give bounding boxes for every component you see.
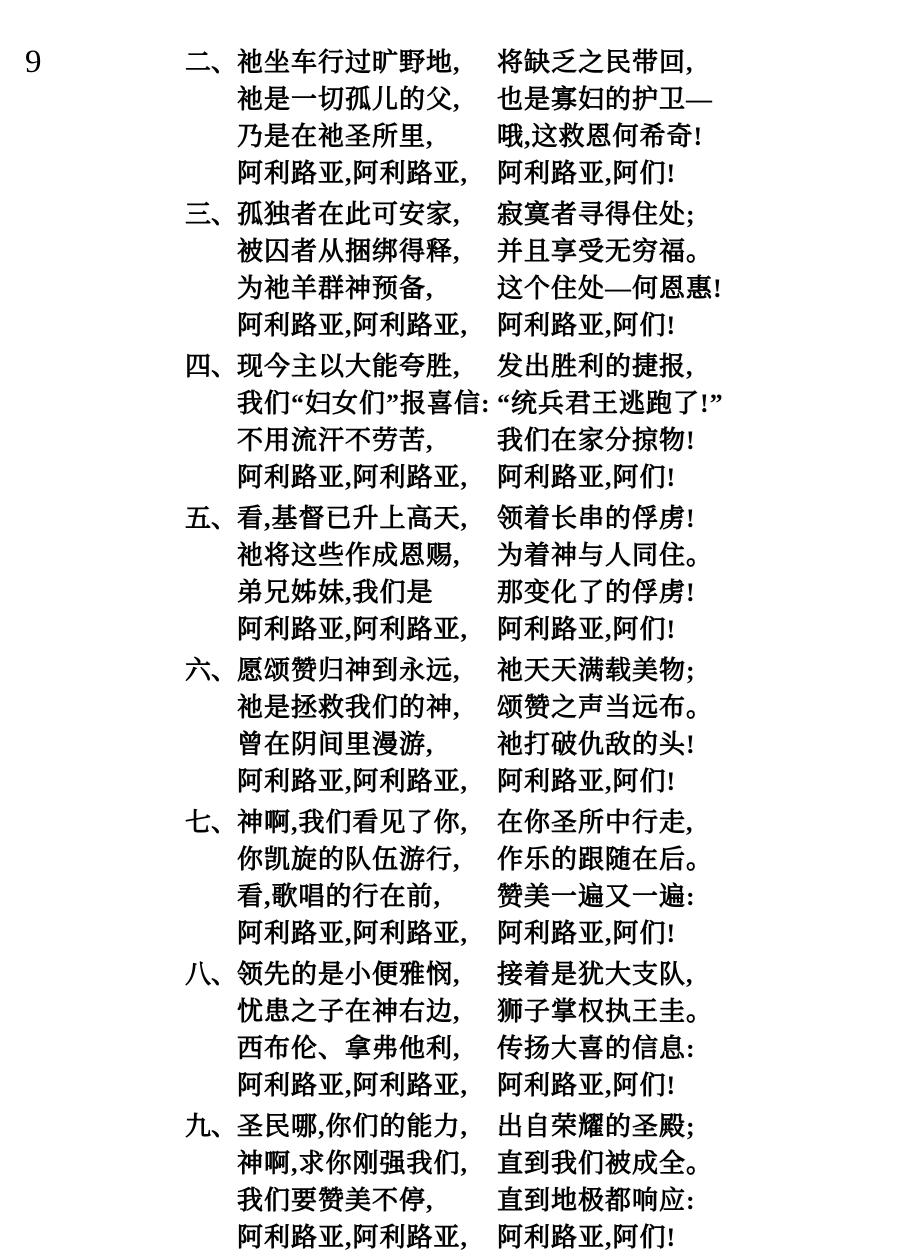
verse-line: 作乐的跟随在后。 xyxy=(497,845,714,874)
stanza-right-column xyxy=(497,348,885,496)
verse-line: 我们“妇女们”报喜信: xyxy=(237,389,491,418)
verse-line: 直到地极都响应: xyxy=(497,1186,696,1215)
page-number: 9 xyxy=(25,44,42,80)
stanza-number: 四、 xyxy=(185,352,238,381)
verse-line: 阿利路亚,阿利路亚, xyxy=(237,463,469,492)
stanza-number: 九、 xyxy=(185,1112,238,1141)
verse-line: 在你圣所中行走, xyxy=(497,808,694,837)
verse-line: 祂天天满载美物; xyxy=(497,656,696,685)
stanza-left-column xyxy=(237,44,497,192)
stanza-left-column xyxy=(237,196,497,344)
verse-line: 阿利路亚,阿利路亚, xyxy=(237,311,469,340)
verse-line: 传扬大喜的信息: xyxy=(497,1034,696,1063)
verse-line: 接着是犹大支队, xyxy=(497,960,694,989)
stanza-number: 七、 xyxy=(185,808,238,837)
verse-line: 阿利路亚,阿利路亚, xyxy=(237,615,469,644)
verse-line: 弟兄姊妹,我们是 xyxy=(237,578,434,607)
stanza-number: 三、 xyxy=(185,200,238,229)
verse-line: 圣民哪,你们的能力, xyxy=(237,1112,469,1141)
verse-line: 愿颂赞归神到永远, xyxy=(237,656,461,685)
stanza xyxy=(185,196,885,344)
verse-line: 神啊,我们看见了你, xyxy=(237,808,469,837)
verse-line: 祂打破仇敌的头! xyxy=(497,730,696,759)
verse-line: 这个住处—何恩惠! xyxy=(497,274,723,303)
verse-line: 也是寡妇的护卫— xyxy=(497,85,714,114)
verse-line: “统兵君王逃跑了!” xyxy=(497,389,724,418)
verse-line: 阿利路亚,阿利路亚, xyxy=(237,767,469,796)
verse-line: 祂将这些作成恩赐, xyxy=(237,541,461,570)
verse-line: 阿利路亚,阿利路亚, xyxy=(237,919,469,948)
verse-line: 我们在家分掠物! xyxy=(497,426,696,455)
verse-line: 祂坐车行过旷野地, xyxy=(237,48,461,77)
verse-line: 将缺乏之民带回, xyxy=(497,48,694,77)
verse-line: 你凯旋的队伍游行, xyxy=(237,845,461,874)
stanza-left-column xyxy=(237,652,497,800)
verse-line: 看,歌唱的行在前, xyxy=(237,882,442,911)
verse-line: 并且享受无穷福。 xyxy=(497,237,714,266)
verse-line: 现今主以大能夸胜, xyxy=(237,352,461,381)
verse-line: 阿利路亚,阿利路亚, xyxy=(237,1223,469,1252)
stanza-right-column xyxy=(497,804,885,952)
verse-line: 阿利路亚,阿们! xyxy=(497,919,677,948)
stanza-left-column xyxy=(237,956,497,1104)
verse-line: 阿利路亚,阿们! xyxy=(497,615,677,644)
stanza xyxy=(185,500,885,648)
stanza-list xyxy=(185,44,885,1260)
stanza xyxy=(185,804,885,952)
stanza-left-column xyxy=(237,500,497,648)
verse-line: 领先的是小便雅悯, xyxy=(237,960,461,989)
verse-line: 为着神与人同住。 xyxy=(497,541,714,570)
verse-line: 忧患之子在神右边, xyxy=(237,997,461,1026)
verse-line: 寂寞者寻得住处; xyxy=(497,200,696,229)
stanza xyxy=(185,652,885,800)
verse-line: 阿利路亚,阿利路亚, xyxy=(237,1071,469,1100)
stanza-right-column xyxy=(497,44,885,192)
stanza-number: 五、 xyxy=(185,504,238,533)
verse-line: 为祂羊群神预备, xyxy=(237,274,434,303)
stanza-right-column xyxy=(497,652,885,800)
verse-line: 孤独者在此可安家, xyxy=(237,200,461,229)
verse-line: 阿利路亚,阿们! xyxy=(497,1223,677,1252)
verse-line: 看,基督已升上高天, xyxy=(237,504,469,533)
verse-line: 祂是一切孤儿的父, xyxy=(237,85,461,114)
verse-line: 阿利路亚,阿们! xyxy=(497,311,677,340)
verse-line: 阿利路亚,阿们! xyxy=(497,463,677,492)
verse-line: 乃是在祂圣所里, xyxy=(237,122,434,151)
stanza-left-column xyxy=(237,804,497,952)
verse-line: 阿利路亚,阿们! xyxy=(497,159,677,188)
verse-line: 我们要赞美不停, xyxy=(237,1186,434,1215)
verse-line: 直到我们被成全。 xyxy=(497,1149,714,1178)
stanza xyxy=(185,1108,885,1256)
verse-line: 颂赞之声当远布。 xyxy=(497,693,714,722)
verse-line: 祂是拯救我们的神, xyxy=(237,693,461,722)
stanza-right-column xyxy=(497,196,885,344)
verse-line: 不用流汗不劳苦, xyxy=(237,426,434,455)
verse-line: 赞美一遍又一遍: xyxy=(497,882,696,911)
verse-line: 发出胜利的捷报, xyxy=(497,352,694,381)
verse-line: 出自荣耀的圣殿; xyxy=(497,1112,696,1141)
verse-line: 西布伦、拿弗他利, xyxy=(237,1034,461,1063)
verse-line: 哦,这救恩何希奇! xyxy=(497,122,704,151)
stanza-number: 八、 xyxy=(185,960,238,989)
stanza-number: 六、 xyxy=(185,656,238,685)
verse-line: 被囚者从捆绑得释, xyxy=(237,237,461,266)
stanza-right-column xyxy=(497,1108,885,1256)
stanza-left-column xyxy=(237,1108,497,1256)
verse-line: 阿利路亚,阿们! xyxy=(497,1071,677,1100)
stanza-left-column xyxy=(237,348,497,496)
stanza xyxy=(185,348,885,496)
verse-line: 那变化了的俘虏! xyxy=(497,578,696,607)
verse-line: 阿利路亚,阿们! xyxy=(497,767,677,796)
stanza xyxy=(185,44,885,192)
verse-line: 狮子掌权执王圭。 xyxy=(497,997,714,1026)
stanza-right-column xyxy=(497,956,885,1104)
stanza xyxy=(185,956,885,1104)
stanza-right-column xyxy=(497,500,885,648)
verse-line: 领着长串的俘虏! xyxy=(497,504,696,533)
verse-line: 阿利路亚,阿利路亚, xyxy=(237,159,469,188)
verse-line: 曾在阴间里漫游, xyxy=(237,730,434,759)
verse-line: 神啊,求你刚强我们, xyxy=(237,1149,469,1178)
stanza-number: 二、 xyxy=(185,48,238,77)
